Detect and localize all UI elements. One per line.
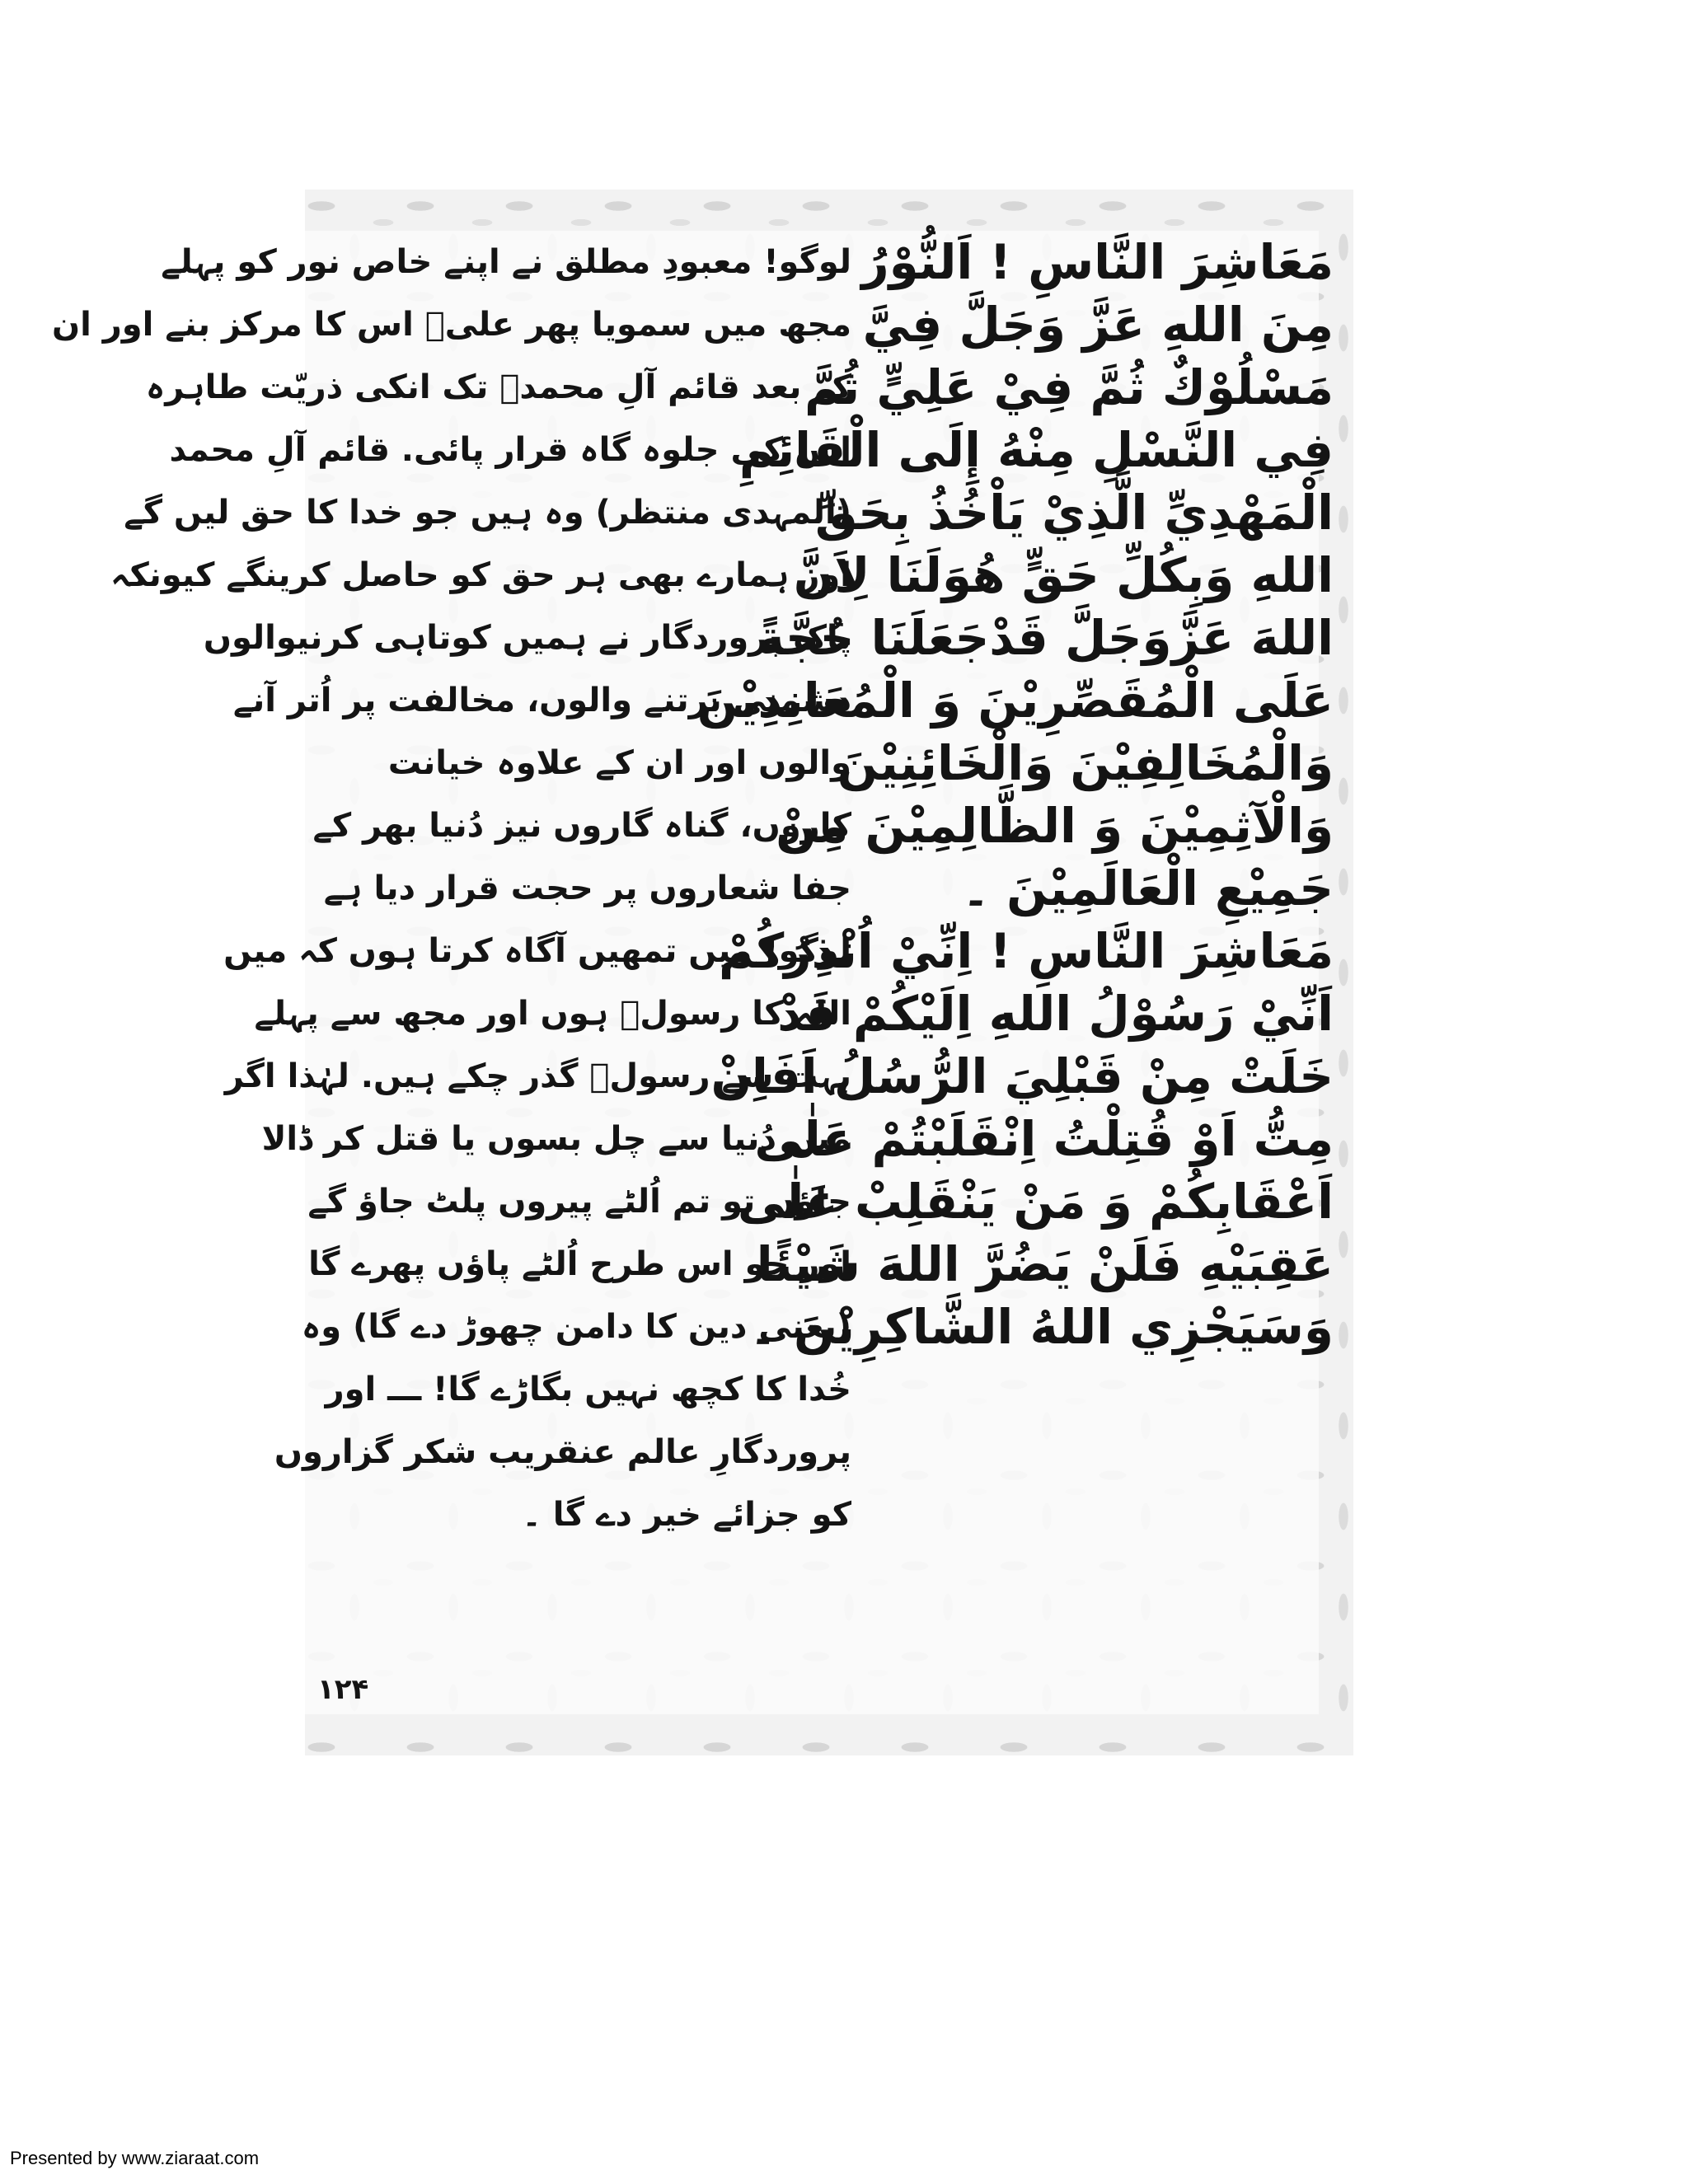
arabic-line: اَنِّيْ رَسُوْلُ اللهِ اِلَيْكُمْ قَدْ [777,986,1334,1042]
urdu-line: اور جو اس طرح اُلٹے پاؤں پھرے گا [308,1245,851,1283]
arabic-line: وَالْمُخَالِفِيْنَ وَالْخَائِنِيْنَ [837,735,1334,791]
arabic-line: اللهِ وَبِكُلِّ حَقٍّ هُوَلَنَا لِاَنَّ [793,547,1334,603]
urdu-text-column [51,231,851,1546]
page-number: ۱۲۴ [317,1673,369,1706]
urdu-line: کے بعد قائم آلِ محمدؐ تک انکی ذریّت طاہرہ [145,368,851,406]
arabic-line: مَسْلُوْكٌ ثُمَّ فِيْ عَلِيٍّ ثُمَّ [804,359,1334,415]
urdu-line: (المہدی منتظر) وہ ہیں جو خدا کا حق لیں گے [124,494,851,532]
urdu-line: مجھ میں سمویا پھر علیؑ اس کا مرکز بنے اور ان [51,306,851,344]
urdu-line: پاک پروردگار نے ہمیں کوتاہی کرنیوالوں [203,619,851,657]
arabic-line: مِنَ اللهِ عَزَّ وَجَلَّ فِيَّ [862,297,1334,353]
urdu-line: لوگو! معبودِ مطلق نے اپنے خاص نور کو پہلے [161,243,851,281]
arabic-line: مَعَاشِرَ النَّاسِ ! اِنِّيْ اُنْذِرُكُمْ [718,923,1334,979]
urdu-line: اللہ کا رسولؐ ہوں اور مجھ سے پہلے [254,995,851,1033]
arabic-line: وَالْآثِمِيْنَ وَ الظَّالِمِيْنَ مِنْ [776,798,1334,854]
urdu-line: اور ہمارے بھی ہر حق کو حاصل کرینگے کیونکہ [110,556,851,594]
footer-credit: Presented by www.ziaraat.com [10,2148,260,2168]
arabic-line: فِي النَّسْلِ مِنْهُ إِلَى الْقَائِمِ [738,422,1334,478]
urdu-line: اس کی جلوہ گاہ قرار پائی. قائم آلِ محمد [169,431,851,469]
urdu-line: پروردگارِ عالم عنقریب شکر گزاروں [274,1433,851,1471]
urdu-line: کو جزائے خیر دے گا ۔ [522,1496,851,1534]
arabic-line: خَلَتْ مِنْ قَبْلِيَ الرُّسُلُ اَفَاِنْ [710,1048,1334,1104]
urdu-line: جفا شعاروں پر حجت قرار دیا ہے [323,869,851,907]
urdu-line: میں دُنیا سے چل بسوں یا قتل کر ڈالا [261,1120,851,1158]
urdu-line: دشمنی برتنے والوں، مخالفت پر اُتر آنے [232,682,851,719]
urdu-line: کاروں، گناہ گاروں نیز دُنیا بھر کے [312,807,851,845]
arabic-line: اللهَ عَزَّوَجَلَّ قَدْجَعَلَنَا حُجَّةً [756,610,1334,666]
urdu-line: لوگو! میں تمھیں آگاہ کرتا ہوں کہ میں [223,932,851,970]
arabic-line: مَعَاشِرَ النَّاسِ ! اَلنُّوْرُ [861,234,1334,290]
arabic-line: عَقِبَيْهِ فَلَنْ يَضُرَّ اللهَ شَيْئًا [756,1236,1334,1292]
arabic-line: عَلَى الْمُقَصِّرِيْنَ وَ الْمُعَانِدِيْنَ [696,673,1334,729]
urdu-line: خُدا کا کچھ نہیں بگاڑے گا! ـــ اور [325,1371,851,1408]
urdu-line: بہت سے رسولؐ گذر چکے ہیں. لہٰذا اگر [224,1057,851,1095]
urdu-line: جاؤں تو تم اُلٹے پیروں پلٹ جاؤ گے [307,1183,851,1221]
arabic-line: الْمَهْدِيِّ الَّذِيْ يَاْخُذُ بِحَقِّ [814,485,1334,541]
arabic-line: جَمِيْعِ الْعَالَمِيْنَ ۔ [961,860,1334,916]
urdu-line: (یعنی دین کا دامن چھوڑ دے گا) وہ [301,1308,851,1346]
arabic-line: وَسَيَجْزِي اللهُ الشَّاكِرِيْنَ ۔ [748,1299,1334,1355]
arabic-line: مِتُّ اَوْ قُتِلْتُ اِنْقَلَبْتُمْ عَلٰى [754,1111,1334,1167]
urdu-line: والوں اور ان کے علاوہ خیانت [387,744,851,782]
arabic-text-column [696,231,1334,1358]
arabic-line: اَعْقَابِكُمْ وَ مَنْ يَنْقَلِبْ عَلٰى [737,1174,1334,1230]
